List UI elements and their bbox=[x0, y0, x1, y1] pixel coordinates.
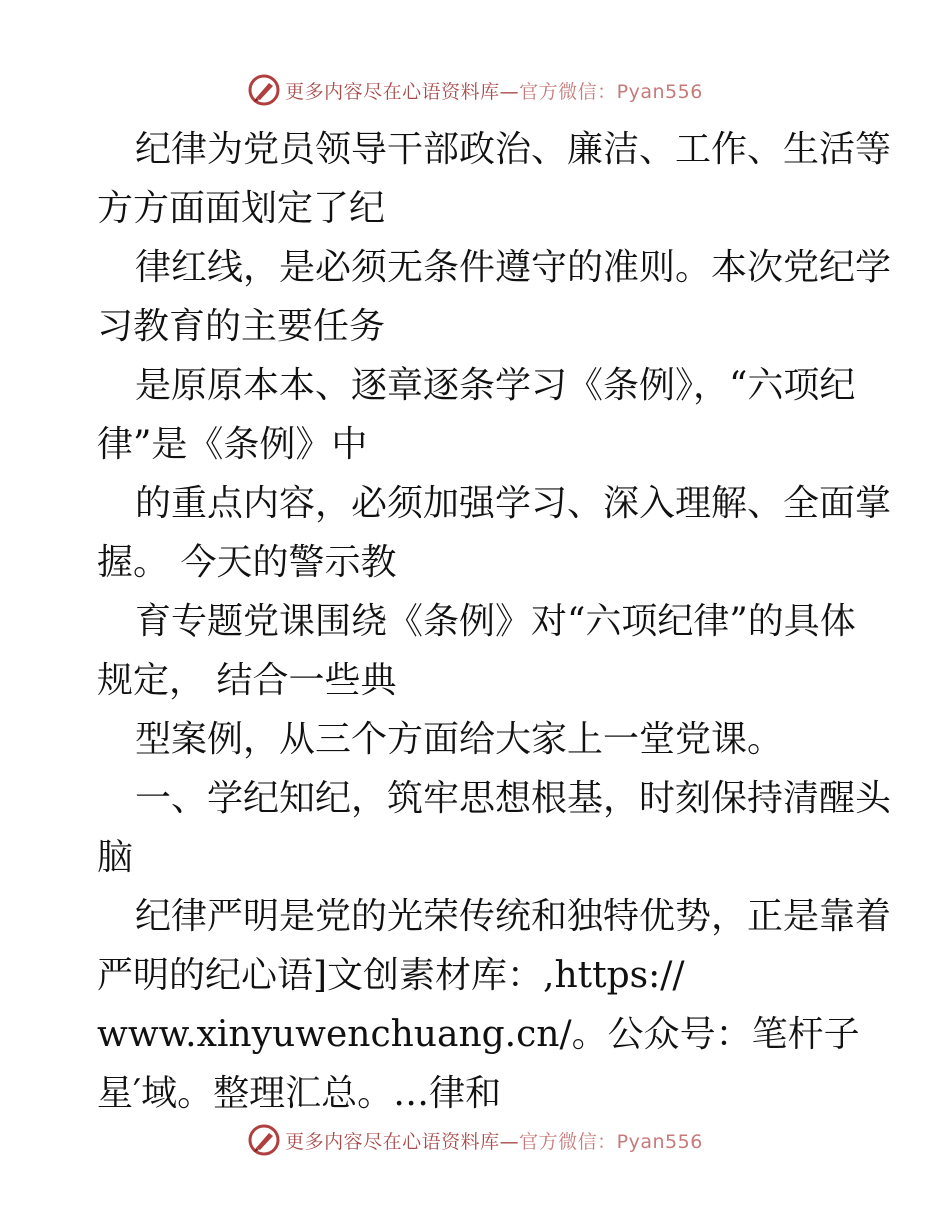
document-body bbox=[97, 120, 892, 1123]
body-line: 型案例，从三个方面给大家上一堂党课。 bbox=[135, 719, 784, 760]
body-line: www.xinyuwenchuang.cn/。公众号：笔杆子 bbox=[97, 1014, 860, 1055]
body-line: 的重点内容，必须加强学习、深入理解、全面掌 bbox=[135, 483, 892, 524]
watermark-text: 更多内容尽在心语资料库— bbox=[285, 1130, 520, 1153]
body-line: 严明的纪心语]文创素材库：,https:// bbox=[97, 955, 685, 996]
body-line: 星′域。整理汇总。…律和 bbox=[97, 1073, 502, 1114]
body-line: 育专题党课围绕《条例》对“六项纪律”的具体 bbox=[135, 601, 856, 642]
section-heading-cont: 脑 bbox=[97, 837, 134, 878]
watermark-header bbox=[0, 70, 950, 110]
pen-logo-icon bbox=[247, 1123, 281, 1157]
body-line: 纪律严明是党的光荣传统和独特优势，正是靠着 bbox=[135, 896, 892, 937]
watermark-contact: 官方微信：Pyan556 bbox=[519, 1130, 703, 1153]
pen-logo-icon bbox=[247, 73, 281, 107]
body-line: 习教育的主要任务 bbox=[97, 306, 386, 347]
body-line: 纪律为党员领导干部政治、廉洁、工作、生活等 bbox=[135, 129, 892, 170]
watermark-contact: 官方微信：Pyan556 bbox=[519, 80, 703, 103]
watermark-text: 更多内容尽在心语资料库— bbox=[285, 80, 520, 103]
body-line: 律”是《条例》中 bbox=[97, 424, 368, 465]
body-line: 是原原本本、逐章逐条学习《条例》，“六项纪 bbox=[135, 365, 856, 406]
body-line: 方方面面划定了纪 bbox=[97, 188, 386, 229]
body-line: 律红线，是必须无条件遵守的准则。本次党纪学 bbox=[135, 247, 892, 288]
body-line: 规定， 结合一些典 bbox=[97, 660, 397, 701]
section-heading: 一、学纪知纪，筑牢思想根基，时刻保持清醒头 bbox=[135, 778, 892, 819]
watermark-footer bbox=[0, 1120, 950, 1160]
body-line: 握。 今天的警示教 bbox=[97, 542, 397, 583]
